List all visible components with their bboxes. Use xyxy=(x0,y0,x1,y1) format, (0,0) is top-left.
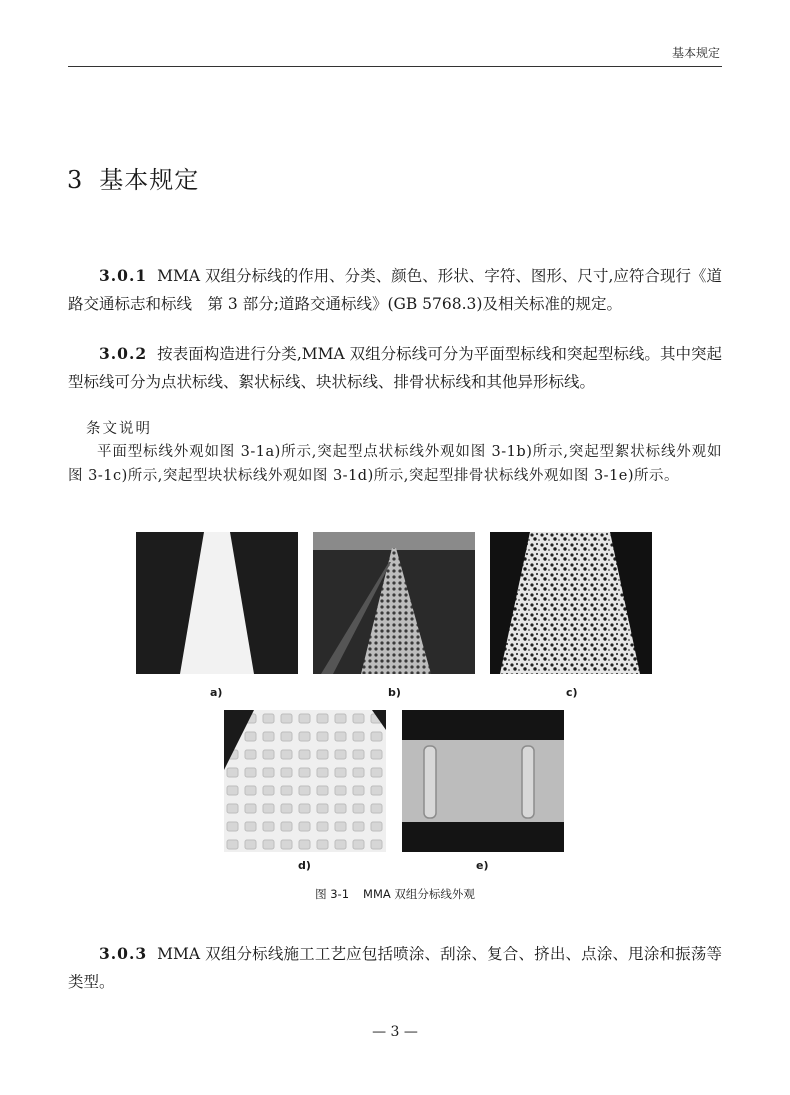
panel-label-e: e) xyxy=(476,859,489,872)
commentary-text: 平面型标线外观如图 3-1a)所示,突起型点状标线外观如图 3-1b)所示,突起型絮状标线外观如图 3-1c)所示,突起型块状标线外观如图 3-1d)所示,突起型排骨状标线外观如图 3-1e)所示。 xyxy=(68,444,722,484)
panel-label-a: a) xyxy=(210,686,223,699)
clause-3-0-3 xyxy=(68,940,722,996)
photo-block-raised-marking xyxy=(224,710,386,852)
header-rule xyxy=(68,66,722,67)
clause-number: 3.0.1 xyxy=(99,266,148,285)
chapter-heading xyxy=(67,160,199,195)
running-header: 基本规定 xyxy=(671,46,720,60)
figure-title: MMA 双组分标线外观 xyxy=(363,887,475,901)
commentary-heading: 条文说明 xyxy=(86,421,152,437)
clause-number: 3.0.2 xyxy=(99,344,148,363)
photo-flocculent-raised-marking xyxy=(490,532,652,674)
chapter-title: 基本规定 xyxy=(99,166,200,194)
clause-number: 3.0.3 xyxy=(99,944,148,963)
panel-label-d: d) xyxy=(298,859,311,872)
figure-number: 图 3-1 xyxy=(315,887,350,901)
clause-text: MMA 双组分标线的作用、分类、颜色、形状、字符、图形、尺寸,应符合现行《道路交通标志和标线 第 3 部分;道路交通标线》(GB 5768.3)及相关标准的规定。 xyxy=(68,267,722,313)
page-number: — 3 — xyxy=(372,1024,418,1040)
panel-label-b: b) xyxy=(388,686,401,699)
chapter-number: 3 xyxy=(67,166,84,194)
clause-3-0-2 xyxy=(68,340,722,396)
clause-text: 按表面构造进行分类,MMA 双组分标线可分为平面型标线和突起型标线。其中突起型标线可分为点状标线、絮状标线、块状标线、排骨状标线和其他异形标线。 xyxy=(68,345,722,391)
panel-label-c: c) xyxy=(566,686,578,699)
figure-caption xyxy=(0,886,790,902)
clause-text: MMA 双组分标线施工工艺应包括喷涂、刮涂、复合、挤出、点涂、甩涂和振荡等类型。 xyxy=(68,945,722,991)
clause-3-0-1 xyxy=(68,262,722,318)
photo-dotted-raised-marking xyxy=(313,532,475,674)
photo-flat-marking xyxy=(136,532,298,674)
photo-rib-raised-marking xyxy=(402,710,564,852)
